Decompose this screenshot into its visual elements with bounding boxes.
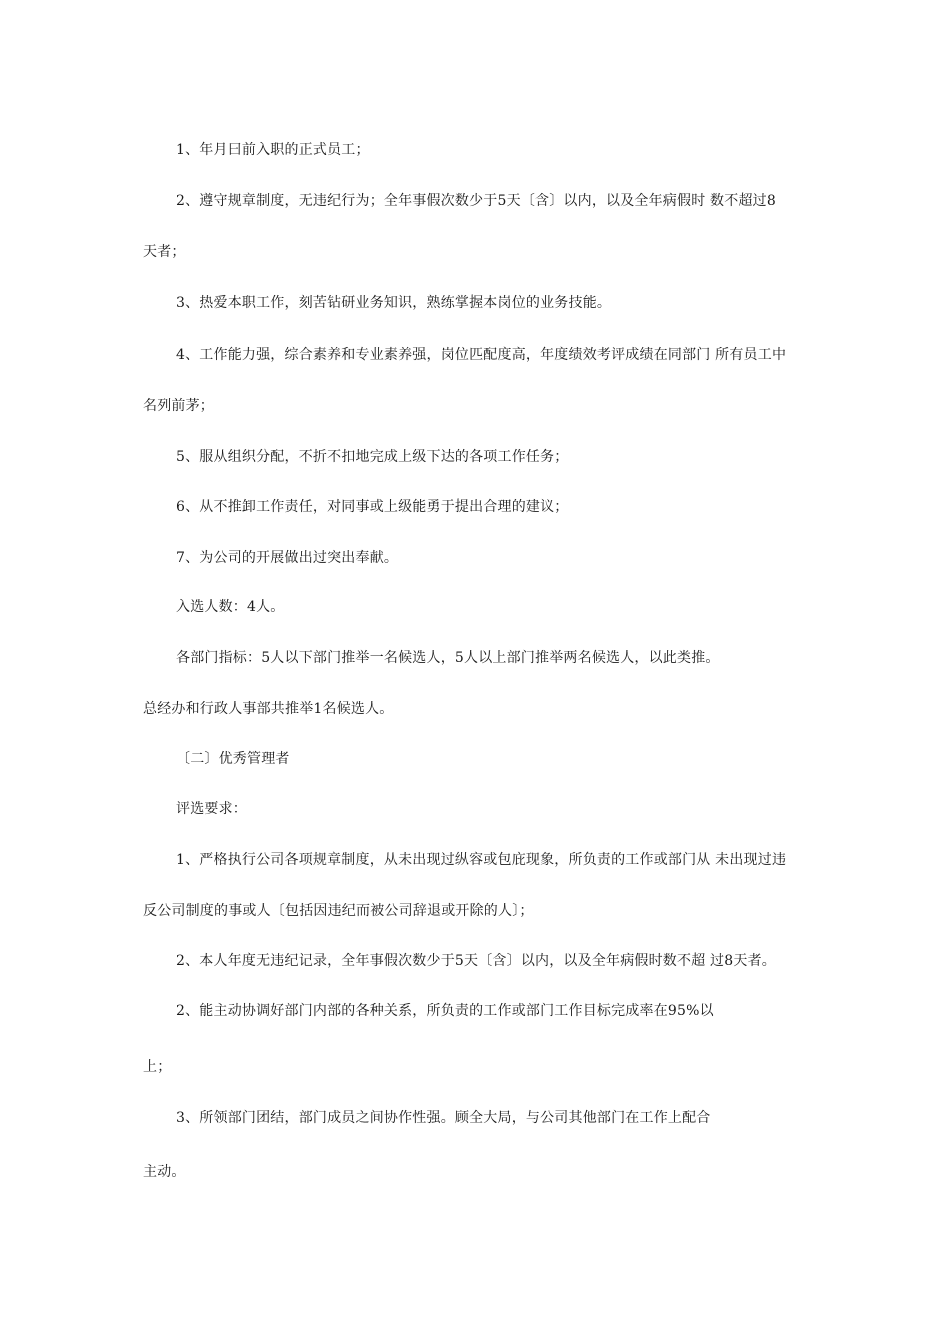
criteria-item-4: 4、工作能力强，综合素养和专业素养强，岗位匹配度高，年度绩效考评成绩在同部门 所有员工中 — [176, 347, 787, 363]
manager-criteria-item-3-continued: 主动。 — [143, 1164, 186, 1180]
manager-criteria-item-1-continued: 反公司制度的事或人〔包括因违纪而被公司辞退或开除的人〕； — [143, 903, 534, 919]
criteria-item-5: 5、服从组织分配，不折不扣地完成上级下达的各项工作任务； — [176, 449, 569, 465]
department-quota-continued: 总经办和行政人事部共推举1名候选人。 — [143, 701, 394, 717]
selection-count: 入选人数：4人。 — [176, 599, 285, 615]
criteria-item-2-continued: 天者； — [143, 244, 186, 260]
criteria-item-2: 2、遵守规章制度，无违纪行为；全年事假次数少于5天〔含〕以内，以及全年病假时 数不超过8 — [176, 193, 776, 209]
criteria-item-3: 3、热爱本职工作，刻苦钻研业务知识，熟练掌握本岗位的业务技能。 — [176, 295, 612, 311]
manager-criteria-item-3: 3、所领部门团结，部门成员之间协作性强。顾全大局，与公司其他部门在工作上配合 — [176, 1110, 711, 1126]
criteria-item-6: 6、从不推卸工作责任，对同事或上级能勇于提出合理的建议； — [176, 499, 569, 515]
manager-criteria-item-2: 2、本人年度无违纪记录，全年事假次数少于5天〔含〕以内，以及全年病假时数不超 过8天者。 — [176, 953, 776, 969]
selection-requirements-heading: 评选要求： — [176, 801, 247, 817]
section-heading-outstanding-manager: 〔二〕优秀管理者 — [176, 751, 290, 767]
criteria-item-4-continued: 名列前茅； — [143, 398, 214, 414]
criteria-item-1: 1、年月曰前入职的正式员工； — [176, 142, 370, 158]
manager-criteria-item-2b-continued: 上； — [143, 1059, 172, 1075]
manager-criteria-item-1: 1、严格执行公司各项规章制度，从未出现过纵容或包庇现象，所负责的工作或部门从 未出现过违 — [176, 852, 787, 868]
department-quota: 各部门指标：5人以下部门推举一名候选人，5人以上部门推举两名候选人，以此类推。 — [176, 650, 720, 666]
criteria-item-7: 7、为公司的开展做出过突出奉献。 — [176, 550, 399, 566]
manager-criteria-item-2b: 2、能主动协调好部门内部的各种关系，所负责的工作或部门工作目标完成率在95%以 — [176, 1003, 714, 1019]
